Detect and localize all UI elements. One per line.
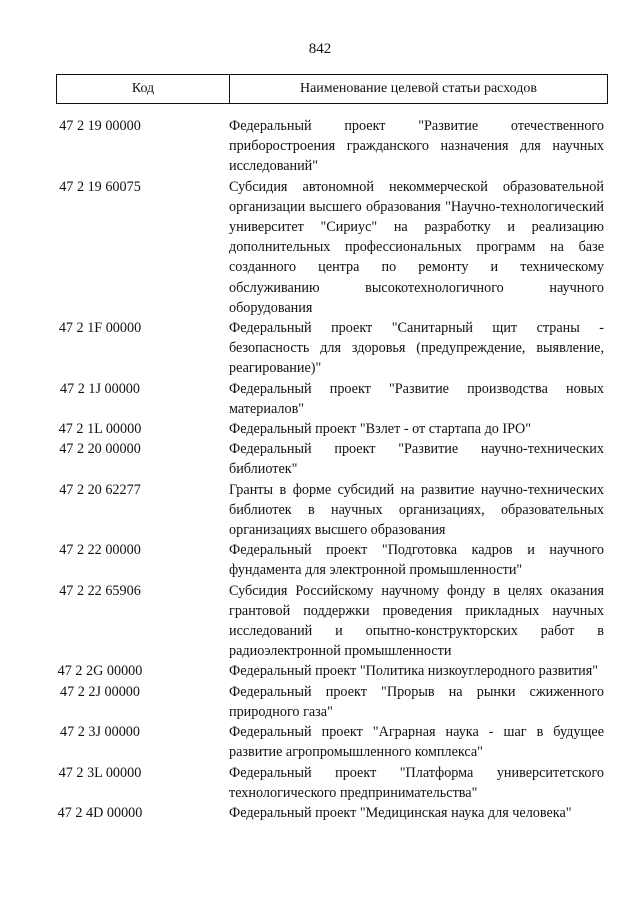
row-code: 47 2 1J 00000 bbox=[59, 380, 140, 397]
table-row bbox=[0, 318, 640, 379]
page-number: 842 bbox=[308, 41, 332, 57]
row-name: Федеральный проект "Развитие научно-технических библиотек" bbox=[229, 441, 604, 478]
table-row bbox=[0, 379, 640, 419]
row-name: Федеральный проект "Прорыв на рынки сжиженного природного газа" bbox=[229, 683, 604, 720]
table-header bbox=[56, 74, 608, 104]
row-code: 47 2 3J 00000 bbox=[59, 724, 140, 741]
row-code: 47 2 22 65906 bbox=[59, 582, 141, 599]
row-name: Федеральный проект "Подготовка кадров и научного фундамента для электронной промышленности" bbox=[229, 542, 604, 579]
row-code: 47 2 20 62277 bbox=[59, 481, 141, 498]
table-row bbox=[0, 763, 640, 803]
table-row bbox=[0, 661, 640, 681]
table-row bbox=[0, 419, 640, 439]
row-code: 47 2 1F 00000 bbox=[58, 320, 142, 337]
row-name: Федеральный проект "Политика низкоуглеродного развития" bbox=[229, 663, 599, 680]
row-name: Субсидия автономной некоммерческой образовательной организации высшего образования "Научно-технологический университет "Сириус" на разработку и реализацию дополнительных профессиональных программ на базе созданного центра по ремонту и техническому обслуживанию высокотехнологичного научного оборудования bbox=[229, 178, 604, 316]
row-name: Гранты в форме субсидий на развитие научно-технических библиотек в научных организациях, образовательных организациях высшего образования bbox=[229, 481, 604, 539]
row-name: Федеральный проект "Развитие отечественного приборостроения гражданского назначения для научных исследований" bbox=[229, 118, 604, 175]
row-name: Федеральный проект "Взлет - от стартапа до IPO" bbox=[229, 421, 532, 438]
row-name: Федеральный проект "Санитарный щит страны - безопасность для здоровья (предупреждение, выявление, реагирование)" bbox=[229, 320, 604, 377]
row-code: 47 2 20 00000 bbox=[59, 441, 141, 458]
table-row bbox=[0, 682, 640, 722]
row-code: 47 2 19 60075 bbox=[59, 178, 141, 195]
header-name: Наименование целевой статьи расходов bbox=[299, 81, 538, 96]
row-code: 47 2 4D 00000 bbox=[57, 804, 143, 821]
row-code: 47 2 2J 00000 bbox=[59, 683, 140, 700]
table-row bbox=[0, 581, 640, 662]
row-code: 47 2 22 00000 bbox=[59, 542, 141, 559]
header-code: Код bbox=[57, 75, 230, 103]
row-name: Субсидия Российскому научному фонду в целях оказания грантовой поддержки проведения прикладных научных исследований и опытно-конструкторских работ в радиоэлектронной промышленности bbox=[229, 582, 604, 660]
row-name: Федеральный проект "Медицинская наука для человека" bbox=[229, 804, 572, 821]
table-row bbox=[0, 722, 640, 762]
budget-table bbox=[0, 116, 640, 823]
table-row bbox=[0, 540, 640, 580]
row-code: 47 2 2G 00000 bbox=[57, 663, 143, 680]
row-name: Федеральный проект "Развитие производства новых материалов" bbox=[229, 380, 604, 417]
table-row bbox=[0, 480, 640, 541]
table-row bbox=[0, 803, 640, 823]
row-code: 47 2 19 00000 bbox=[59, 118, 141, 134]
row-code: 47 2 3L 00000 bbox=[58, 764, 142, 781]
table-row bbox=[0, 439, 640, 479]
row-name: Федеральный проект "Платформа университетского технологического предпринимательства" bbox=[229, 764, 604, 801]
row-name: Федеральный проект "Аграрная наука - шаг в будущее развитие агропромышленного комплекса" bbox=[229, 724, 604, 761]
table-row bbox=[0, 177, 640, 318]
table-row bbox=[0, 116, 640, 177]
row-code: 47 2 1L 00000 bbox=[58, 421, 142, 438]
